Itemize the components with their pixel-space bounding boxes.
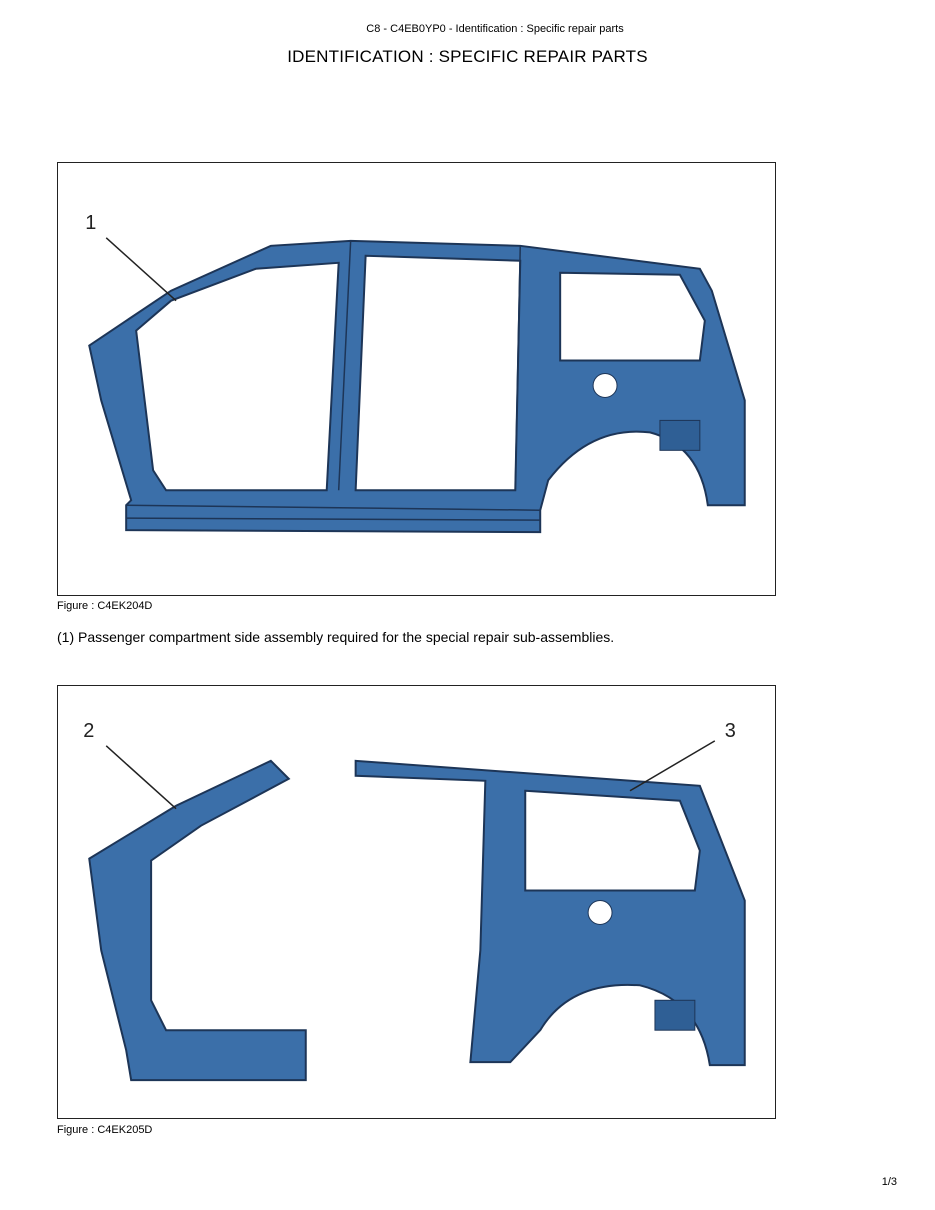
page-number: 1/3 [881, 1176, 897, 1188]
page-title: IDENTIFICATION : SPECIFIC REPAIR PARTS [287, 47, 648, 66]
running-header: C8 - C4EB0YP0 - Identification : Specific repair parts [366, 23, 624, 35]
figure-1-description: (1) Passenger compartment side assembly required for the special repair sub-assemblies. [57, 629, 615, 645]
side-assembly-illustration [58, 163, 775, 595]
callout-1: 1 [85, 211, 97, 234]
figure-2-caption: Figure : C4EK205D [57, 1124, 153, 1136]
callout-2: 2 [83, 719, 95, 742]
figure-2-image [57, 685, 776, 1119]
callout-3: 3 [724, 719, 736, 742]
sub-assemblies-illustration [58, 686, 775, 1118]
figure-1-image [57, 162, 776, 596]
figure-1-caption: Figure : C4EK204D [57, 600, 153, 612]
